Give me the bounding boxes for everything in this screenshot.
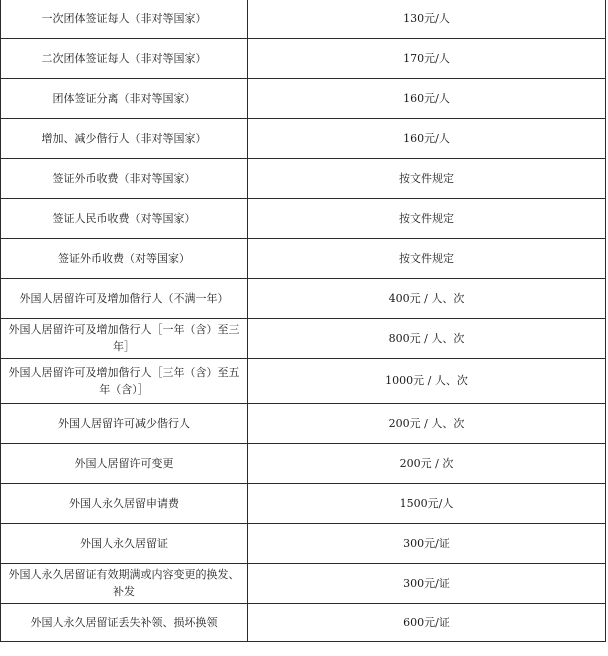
table-row	[1, 603, 606, 641]
fee-amount: 600元/证	[248, 603, 606, 641]
fee-item: 外国人永久居留证有效期满或内容变更的换发、补发	[1, 563, 248, 603]
table-row	[1, 278, 606, 318]
fee-item: 签证外币收费（对等国家）	[1, 238, 248, 278]
fee-item: 外国人永久居留证	[1, 523, 248, 563]
fee-item: 外国人居留许可及增加偕行人（不满一年）	[1, 278, 248, 318]
fee-item: 增加、减少偕行人（非对等国家）	[1, 118, 248, 158]
fee-item: 外国人居留许可减少偕行人	[1, 403, 248, 443]
table-row	[1, 443, 606, 483]
fee-item: 团体签证分离（非对等国家）	[1, 78, 248, 118]
fee-amount: 1000元 / 人、次	[248, 358, 606, 403]
fee-amount: 按文件规定	[248, 238, 606, 278]
table-row	[1, 358, 606, 403]
fee-amount: 130元/人	[248, 0, 606, 38]
table-row	[1, 78, 606, 118]
fee-amount: 300元/证	[248, 563, 606, 603]
fee-amount: 按文件规定	[248, 158, 606, 198]
fee-item: 一次团体签证每人（非对等国家）	[1, 0, 248, 38]
table-row	[1, 158, 606, 198]
fee-amount: 160元/人	[248, 78, 606, 118]
fee-amount: 按文件规定	[248, 198, 606, 238]
fee-amount: 1500元/人	[248, 483, 606, 523]
fee-item: 外国人居留许可及增加偕行人［三年（含）至五年（含）］	[1, 358, 248, 403]
table-row	[1, 523, 606, 563]
fee-item: 外国人居留许可变更	[1, 443, 248, 483]
table-row	[1, 238, 606, 278]
fee-item: 二次团体签证每人（非对等国家）	[1, 38, 248, 78]
fee-item: 外国人永久居留证丢失补领、损坏换领	[1, 603, 248, 641]
table-row	[1, 118, 606, 158]
table-row	[1, 403, 606, 443]
table-row	[1, 38, 606, 78]
table-row	[1, 483, 606, 523]
table-row	[1, 318, 606, 358]
fee-amount: 200元 / 人、次	[248, 403, 606, 443]
fee-amount: 300元/证	[248, 523, 606, 563]
fee-amount: 170元/人	[248, 38, 606, 78]
fee-amount: 160元/人	[248, 118, 606, 158]
fee-item: 签证人民币收费（对等国家）	[1, 198, 248, 238]
fee-item: 签证外币收费（非对等国家）	[1, 158, 248, 198]
fee-item: 外国人永久居留申请费	[1, 483, 248, 523]
fee-amount: 200元 / 次	[248, 443, 606, 483]
table-row	[1, 198, 606, 238]
table-row	[1, 563, 606, 603]
fee-item: 外国人居留许可及增加偕行人［一年（含）至三年］	[1, 318, 248, 358]
table-row	[1, 0, 606, 38]
fee-amount: 800元 / 人、次	[248, 318, 606, 358]
fee-amount: 400元 / 人、次	[248, 278, 606, 318]
